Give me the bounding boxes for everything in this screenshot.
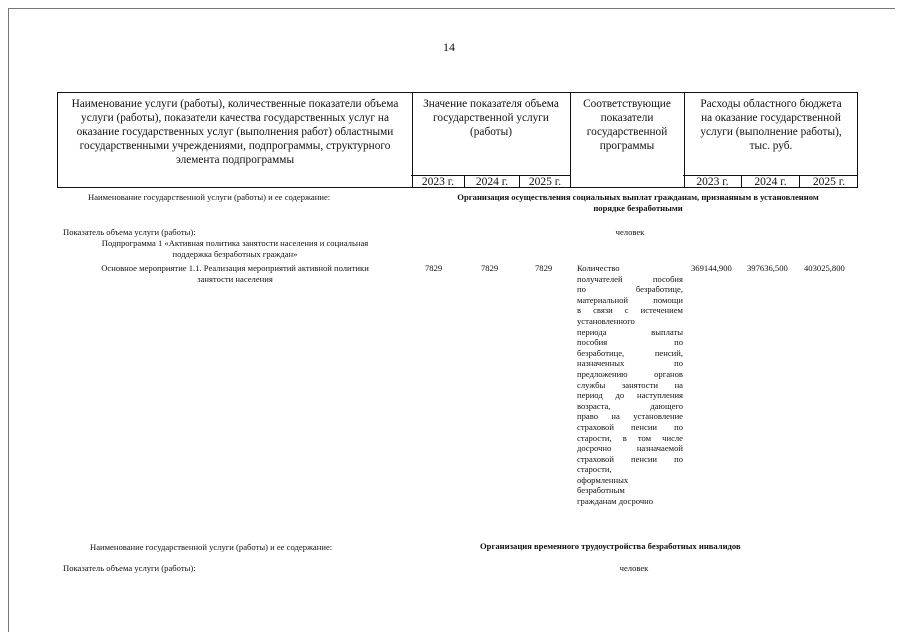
expense-2023: 369144,900: [691, 263, 732, 273]
year-2025-expenses: 2025 г.: [812, 176, 846, 188]
header-col-expenses: Расходы областного бюджета на оказание государственной услуги (выполнение работы), тыс. руб.: [700, 98, 842, 152]
header-col-volume: Значение показателя объема государственной услуги (работы): [423, 98, 559, 138]
indicator-label: Показатель объема услуги (работы):: [63, 227, 196, 237]
year-2023-volume: 2023 г.: [421, 176, 455, 188]
page-number: 14: [443, 40, 455, 54]
indicator-label-2: Показатель объема услуги (работы):: [63, 563, 196, 573]
indicator-description: Количество получателей пособия по безработице, материальной помощи в связи с истечением установленного периода выплаты пособия по безработице, пенсий, назначенных по предложению органов службы занятости на период до наступления возраста, дающего право на установление страховой пенсии по старости, в том числе досрочно назначаемой страховой пенсии по старости, оформленных безработным гражданам досрочно: [577, 263, 683, 507]
value-2023: 7829: [425, 263, 443, 273]
value-2025: 7829: [535, 263, 553, 273]
subprogram: Подпрограмма 1 «Активная политика занятости населения и социальная поддержка безработных граждан»: [101, 238, 369, 259]
expense-2025: 403025,800: [804, 263, 845, 273]
year-2024-volume: 2024 г.: [475, 176, 509, 188]
service-name-label-2: Наименование государственной услуги (работы) и ее содержание:: [90, 542, 333, 552]
unit-label: человек: [615, 227, 645, 237]
header-col-name: Наименование услуги (работы), количественные показатели объема услуги (работы), показатели качества государственных услуг на оказание государственных услуг (выполнения работ) областными государственными учреждениями, подпрограммы, структурного элемента подпрограммы: [71, 98, 399, 166]
expense-2024: 397636,500: [747, 263, 788, 273]
service-name-label: Наименование государственной услуги (работы) и ее содержание:: [88, 192, 331, 202]
service-name-2: Организация временного трудоустройства безработных инвалидов: [480, 541, 741, 551]
year-2025-volume: 2025 г.: [528, 176, 562, 188]
year-2024-expenses: 2024 г.: [754, 176, 787, 188]
main-measure: Основное мероприятие 1.1. Реализация мероприятий активной политики занятости населения: [101, 263, 369, 284]
value-2024: 7829: [481, 263, 499, 273]
year-2023-expenses: 2023 г.: [696, 176, 729, 188]
service-name: Организация осуществления социальных выплат гражданам, признанным в установленном порядке безработными: [457, 192, 819, 213]
unit-label-2: человек: [619, 563, 649, 573]
header-col-indicators: Соответствующие показатели государственной программы: [583, 98, 671, 152]
